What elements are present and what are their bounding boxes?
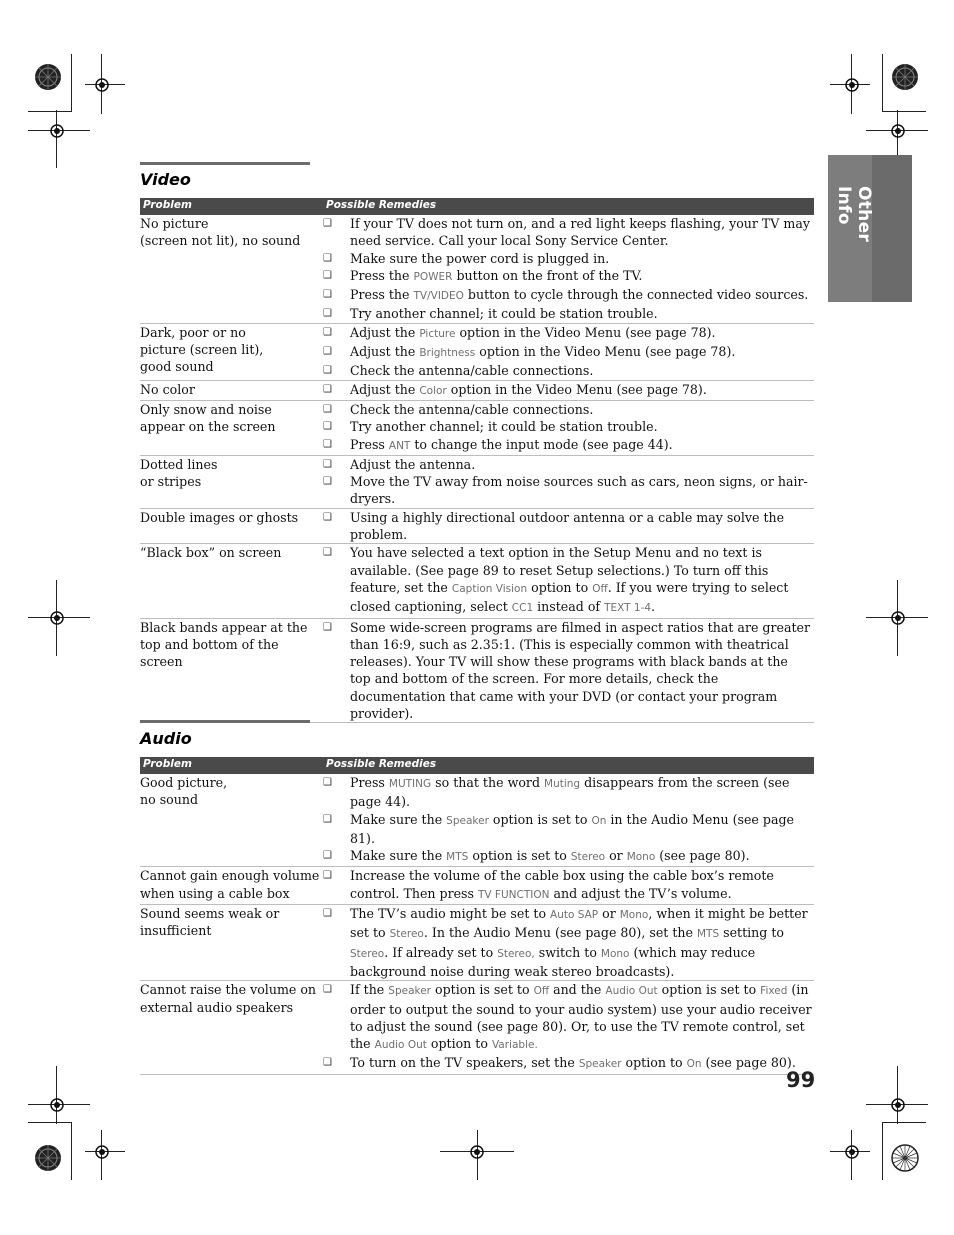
menu-keyword: TV FUNCTION <box>478 888 550 901</box>
problem-cell: Cannot raise the volume on external audio speakers <box>140 982 317 1015</box>
remedy-text-segment: button to cycle through the connected video sources. <box>463 287 809 303</box>
registration-rosette-icon <box>890 62 920 92</box>
checkbox-bullet-icon: ❑ <box>323 870 332 882</box>
video-section-rule <box>140 162 310 165</box>
remedy-text-segment: . <box>651 599 656 615</box>
remedy-text-segment: If your TV does not turn on, and a red light keeps flashing, your TV may need service. Call your local Sony Service Center. <box>350 216 810 249</box>
remedy-text-segment: Press <box>350 436 389 452</box>
remedy-item <box>322 381 814 400</box>
remedy-text <box>350 509 814 544</box>
remedy-text-segment: Adjust the <box>350 381 420 397</box>
checkbox-bullet-icon: ❑ <box>323 252 332 264</box>
crosshair-icon <box>48 1096 66 1114</box>
remedy-text-segment: Try another channel; it could be station trouble. <box>350 419 658 435</box>
remedy-text-segment: (which may reduce background noise during weak stereo broadcasts). <box>350 944 756 979</box>
remedies-column-header: Possible Remedies <box>326 199 437 211</box>
table-row <box>140 401 814 456</box>
remedy-text-segment: If the <box>350 982 389 998</box>
menu-keyword: Audio Out <box>605 985 658 998</box>
remedies-cell <box>322 381 814 400</box>
crosshair-icon <box>843 76 861 94</box>
menu-keyword: On <box>591 814 607 827</box>
checkbox-bullet-icon: ❑ <box>323 621 332 633</box>
remedy-item <box>322 215 814 250</box>
side-tab-label: Other Info <box>834 186 874 243</box>
menu-keyword: TEXT 1-4 <box>604 602 652 615</box>
remedy-text-segment: . If you were trying to select closed captioning, select <box>350 579 789 615</box>
remedy-text <box>350 905 814 980</box>
remedy-text-segment: Press the <box>350 267 414 283</box>
remedy-text-segment: . In the Audio Menu (see page 80), set the <box>423 925 697 941</box>
checkbox-bullet-icon: ❑ <box>323 438 332 450</box>
problem-column-header: Problem <box>143 758 192 770</box>
menu-keyword: Muting <box>544 778 581 790</box>
remedies-cell <box>322 867 814 904</box>
remedies-cell <box>322 544 814 617</box>
remedy-text-segment: option is set to <box>488 811 592 827</box>
remedy-text-segment: Make sure the power cord is plugged in. <box>350 250 610 266</box>
table-row <box>140 867 814 905</box>
remedy-text-segment: Increase the volume of the cable box using the cable box’s remote control. Then press <box>350 868 774 901</box>
remedy-item <box>322 305 814 322</box>
remedy-text-segment: option in the Video Menu (see page 78). <box>446 381 707 397</box>
remedy-text <box>350 343 814 362</box>
menu-keyword: Variable. <box>491 1039 538 1052</box>
checkbox-bullet-icon: ❑ <box>323 383 332 395</box>
remedy-text-segment: option is set to <box>431 982 534 998</box>
remedy-text <box>350 867 814 904</box>
menu-keyword: POWER <box>413 270 453 283</box>
remedy-text-segment: , when it might be better set to <box>350 906 808 941</box>
remedies-cell <box>322 981 814 1073</box>
table-row <box>140 215 814 324</box>
menu-keyword: Speaker <box>578 1058 622 1071</box>
video-table-header <box>140 198 814 215</box>
menu-keyword: ANT <box>388 439 411 452</box>
remedy-text <box>350 381 814 400</box>
table-row <box>140 544 814 618</box>
remedy-text <box>350 362 814 379</box>
remedy-text-segment: Make sure the <box>350 811 447 827</box>
remedy-text-segment: or <box>605 848 627 864</box>
checkbox-bullet-icon: ❑ <box>323 777 332 788</box>
menu-keyword: Stereo <box>389 928 424 941</box>
menu-keyword: Speaker <box>446 814 489 827</box>
problem-cell: Only snow and noise appear on the screen <box>140 401 276 435</box>
audio-table-body <box>140 774 814 1075</box>
table-row <box>140 905 814 981</box>
remedies-cell <box>322 401 814 455</box>
remedies-cell <box>322 215 814 323</box>
audio-section-rule <box>140 720 310 723</box>
remedies-cell <box>322 456 814 508</box>
menu-keyword: Picture <box>419 327 456 340</box>
remedy-text-segment: Press the <box>350 287 414 303</box>
remedy-text-segment: option is set to <box>657 982 761 998</box>
remedy-item <box>322 847 814 866</box>
remedy-text-segment: option to <box>621 1055 687 1071</box>
remedy-text-segment: You have selected a text option in the Setup Menu and no text is available. (See page 89 to reset Setup selections.) To turn off this feature, set the <box>350 545 769 595</box>
remedy-text <box>350 418 814 435</box>
remedy-text-segment: so that the word <box>431 775 545 790</box>
remedy-text-segment: to change the input mode (see page 44). <box>410 436 673 452</box>
remedy-item <box>322 509 814 544</box>
remedy-item <box>322 981 814 1054</box>
checkbox-bullet-icon: ❑ <box>323 458 332 470</box>
remedy-text <box>350 436 814 455</box>
remedy-text-segment: option in the Video Menu (see page 78). <box>475 344 736 360</box>
page-number: 99 <box>786 1068 816 1092</box>
remedy-item <box>322 267 814 286</box>
registration-rosette-icon <box>33 62 63 92</box>
crosshair-icon <box>843 1143 861 1161</box>
checkbox-bullet-icon: ❑ <box>323 326 332 338</box>
remedy-item <box>322 250 814 267</box>
remedy-text <box>350 619 814 723</box>
checkbox-bullet-icon: ❑ <box>323 511 332 523</box>
problem-column-header: Problem <box>143 199 192 211</box>
remedy-text-segment: disappears from the screen (see page 44). <box>350 775 790 810</box>
remedy-text <box>350 847 814 866</box>
checkbox-bullet-icon: ❑ <box>323 476 332 488</box>
menu-keyword: Audio Out <box>374 1039 427 1052</box>
table-row <box>140 981 814 1074</box>
remedy-item <box>322 436 814 455</box>
remedy-text-segment: Check the antenna/cable connections. <box>350 363 594 379</box>
remedy-item <box>322 286 814 305</box>
menu-keyword: Off <box>533 985 550 998</box>
menu-keyword: TV/VIDEO <box>413 290 464 303</box>
menu-keyword: Mono <box>626 851 656 864</box>
checkbox-bullet-icon: ❑ <box>323 908 332 920</box>
remedy-text <box>350 305 814 322</box>
remedy-text-segment: Adjust the <box>350 344 420 360</box>
remedy-item <box>322 473 814 508</box>
remedy-text <box>350 544 814 617</box>
table-row <box>140 509 814 545</box>
remedy-text-segment: instead of <box>533 599 605 615</box>
crosshair-icon <box>889 1096 907 1114</box>
problem-cell: “Black box” on screen <box>140 545 282 561</box>
remedy-item <box>322 324 814 343</box>
remedy-text-segment: Press <box>350 775 389 790</box>
remedy-text-segment: and adjust the TV’s volume. <box>549 885 732 901</box>
remedy-text-segment: . If already set to <box>384 944 498 960</box>
checkbox-bullet-icon: ❑ <box>323 984 332 996</box>
problem-cell: Double images or ghosts <box>140 509 299 525</box>
remedy-text <box>350 324 814 343</box>
menu-keyword: Off <box>592 582 608 595</box>
table-row <box>140 774 814 867</box>
remedy-item <box>322 418 814 435</box>
remedies-cell <box>322 509 814 544</box>
checkbox-bullet-icon: ❑ <box>323 813 332 825</box>
checkbox-bullet-icon: ❑ <box>323 850 332 862</box>
menu-keyword: MTS <box>446 851 469 864</box>
menu-keyword: Caption Vision <box>451 582 528 595</box>
remedy-text-segment: (see page 80). <box>655 848 750 864</box>
table-row <box>140 456 814 509</box>
problem-cell: No picture (screen not lit), no sound <box>140 216 301 249</box>
remedy-text-segment: option in the Video Menu (see page 78). <box>455 324 716 340</box>
remedy-item <box>322 905 814 980</box>
checkbox-bullet-icon: ❑ <box>323 1057 332 1069</box>
menu-keyword: Auto SAP <box>550 909 599 922</box>
remedy-item <box>322 401 814 418</box>
table-row <box>140 619 814 724</box>
remedy-text <box>350 267 814 286</box>
remedy-text-segment: option to <box>527 579 593 595</box>
remedy-text-segment: Adjust the <box>350 324 420 340</box>
video-section-title: Video <box>140 170 191 189</box>
problem-cell: Sound seems weak or insufficient <box>140 906 280 939</box>
menu-keyword: Stereo <box>350 947 385 960</box>
remedy-text-segment: switch to <box>534 944 601 960</box>
remedy-item <box>322 811 814 848</box>
checkbox-bullet-icon: ❑ <box>323 421 332 433</box>
problem-cell: Dotted lines or stripes <box>140 456 218 490</box>
remedy-text-segment: button on the front of the TV. <box>452 267 643 283</box>
crosshair-icon <box>48 609 66 627</box>
menu-keyword: Fixed <box>760 985 788 998</box>
remedies-cell <box>322 619 814 723</box>
remedy-text-segment: Adjust the antenna. <box>350 456 476 472</box>
checkbox-bullet-icon: ❑ <box>323 403 332 415</box>
remedy-item <box>322 867 814 904</box>
problem-cell: Black bands appear at the top and bottom of the screen <box>140 619 308 670</box>
checkbox-bullet-icon: ❑ <box>323 218 332 229</box>
crosshair-icon <box>93 1143 111 1161</box>
problem-cell: Cannot gain enough volume when using a cable box <box>140 868 320 901</box>
menu-keyword: Mono <box>619 909 649 922</box>
remedy-item <box>322 456 814 473</box>
remedy-text-segment: setting to <box>719 925 784 941</box>
checkbox-bullet-icon: ❑ <box>323 269 332 281</box>
menu-keyword: Mono <box>600 947 630 960</box>
menu-keyword: On <box>686 1058 702 1071</box>
menu-keyword: Brightness <box>419 347 476 360</box>
remedy-item <box>322 619 814 723</box>
table-row <box>140 324 814 381</box>
remedy-text-segment: The TV’s audio might be set to <box>350 906 551 922</box>
crosshair-icon <box>468 1143 486 1161</box>
remedy-text-segment: Make sure the <box>350 848 447 864</box>
video-table <box>140 198 814 723</box>
checkbox-bullet-icon: ❑ <box>323 289 332 301</box>
remedy-text-segment: To turn on the TV speakers, set the <box>350 1055 579 1071</box>
remedy-text <box>350 473 814 508</box>
remedy-text-segment: and the <box>549 982 606 998</box>
crosshair-icon <box>889 122 907 140</box>
remedy-text-segment: Using a highly directional outdoor antenna or a cable may solve the problem. <box>350 509 785 543</box>
crosshair-icon <box>93 76 111 94</box>
remedy-text-segment: Move the TV away from noise sources such as cars, neon signs, or hair-dryers. <box>350 474 808 507</box>
remedy-text-segment: Some wide-screen programs are filmed in aspect ratios that are greater than 16:9, such as 2.35:1. (This is especially common with theatrical releases). Your TV will show these programs with black bands at the top and bottom of the screen. For more details, check the documentation that came with your DVD (or contact your program provider). <box>350 619 810 722</box>
remedies-cell <box>322 905 814 980</box>
remedy-text <box>350 286 814 305</box>
checkbox-bullet-icon: ❑ <box>323 547 332 559</box>
table-row <box>140 381 814 401</box>
registration-rosette-icon <box>33 1143 63 1173</box>
problem-cell: Good picture, no sound <box>140 775 228 808</box>
remedy-text-segment: Check the antenna/cable connections. <box>350 401 594 417</box>
checkbox-bullet-icon: ❑ <box>323 365 332 377</box>
remedy-text <box>350 1054 814 1073</box>
remedy-text <box>350 811 814 848</box>
remedy-item <box>322 362 814 379</box>
menu-keyword: Stereo, <box>497 947 535 960</box>
remedy-text-segment: option to <box>426 1036 492 1052</box>
remedy-text-segment: in the Audio Menu (see page 81). <box>350 811 794 846</box>
problem-cell: Dark, poor or no picture (screen lit), good sound <box>140 324 264 375</box>
remedy-item <box>322 343 814 362</box>
menu-keyword: Stereo <box>570 851 606 864</box>
remedies-column-header: Possible Remedies <box>326 758 437 770</box>
remedy-text <box>350 215 814 250</box>
remedies-cell <box>322 324 814 380</box>
remedy-text <box>350 250 814 267</box>
crosshair-icon <box>48 122 66 140</box>
audio-section-title: Audio <box>140 729 192 748</box>
menu-keyword: Speaker <box>388 985 431 998</box>
remedy-item <box>322 774 814 811</box>
video-table-body <box>140 215 814 723</box>
menu-keyword: MTS <box>696 928 720 941</box>
menu-keyword: Color <box>419 384 447 397</box>
menu-keyword: MUTING <box>388 778 432 790</box>
remedy-text <box>350 774 814 811</box>
remedies-cell <box>322 774 814 866</box>
registration-rosette-icon <box>890 1143 920 1173</box>
remedy-text <box>350 981 814 1054</box>
remedy-text-segment: option is set to <box>468 848 571 864</box>
remedy-item <box>322 1054 814 1073</box>
menu-keyword: CC1 <box>511 602 534 615</box>
checkbox-bullet-icon: ❑ <box>323 346 332 358</box>
remedy-text-segment: Try another channel; it could be station trouble. <box>350 306 658 322</box>
remedy-item <box>322 544 814 617</box>
audio-table <box>140 757 814 1075</box>
problem-cell: No color <box>140 381 195 397</box>
audio-table-header <box>140 757 814 774</box>
remedy-text <box>350 456 814 473</box>
remedy-text <box>350 401 814 418</box>
crosshair-icon <box>889 609 907 627</box>
remedy-text-segment: (in order to output the sound to your audio system) use your audio receiver to adjust the sound (see page 80). Or, to use the TV remote control, set the <box>350 982 812 1052</box>
remedy-text-segment: or <box>598 906 620 922</box>
checkbox-bullet-icon: ❑ <box>323 308 332 320</box>
remedy-text-segment: (see page 80). <box>701 1055 796 1071</box>
